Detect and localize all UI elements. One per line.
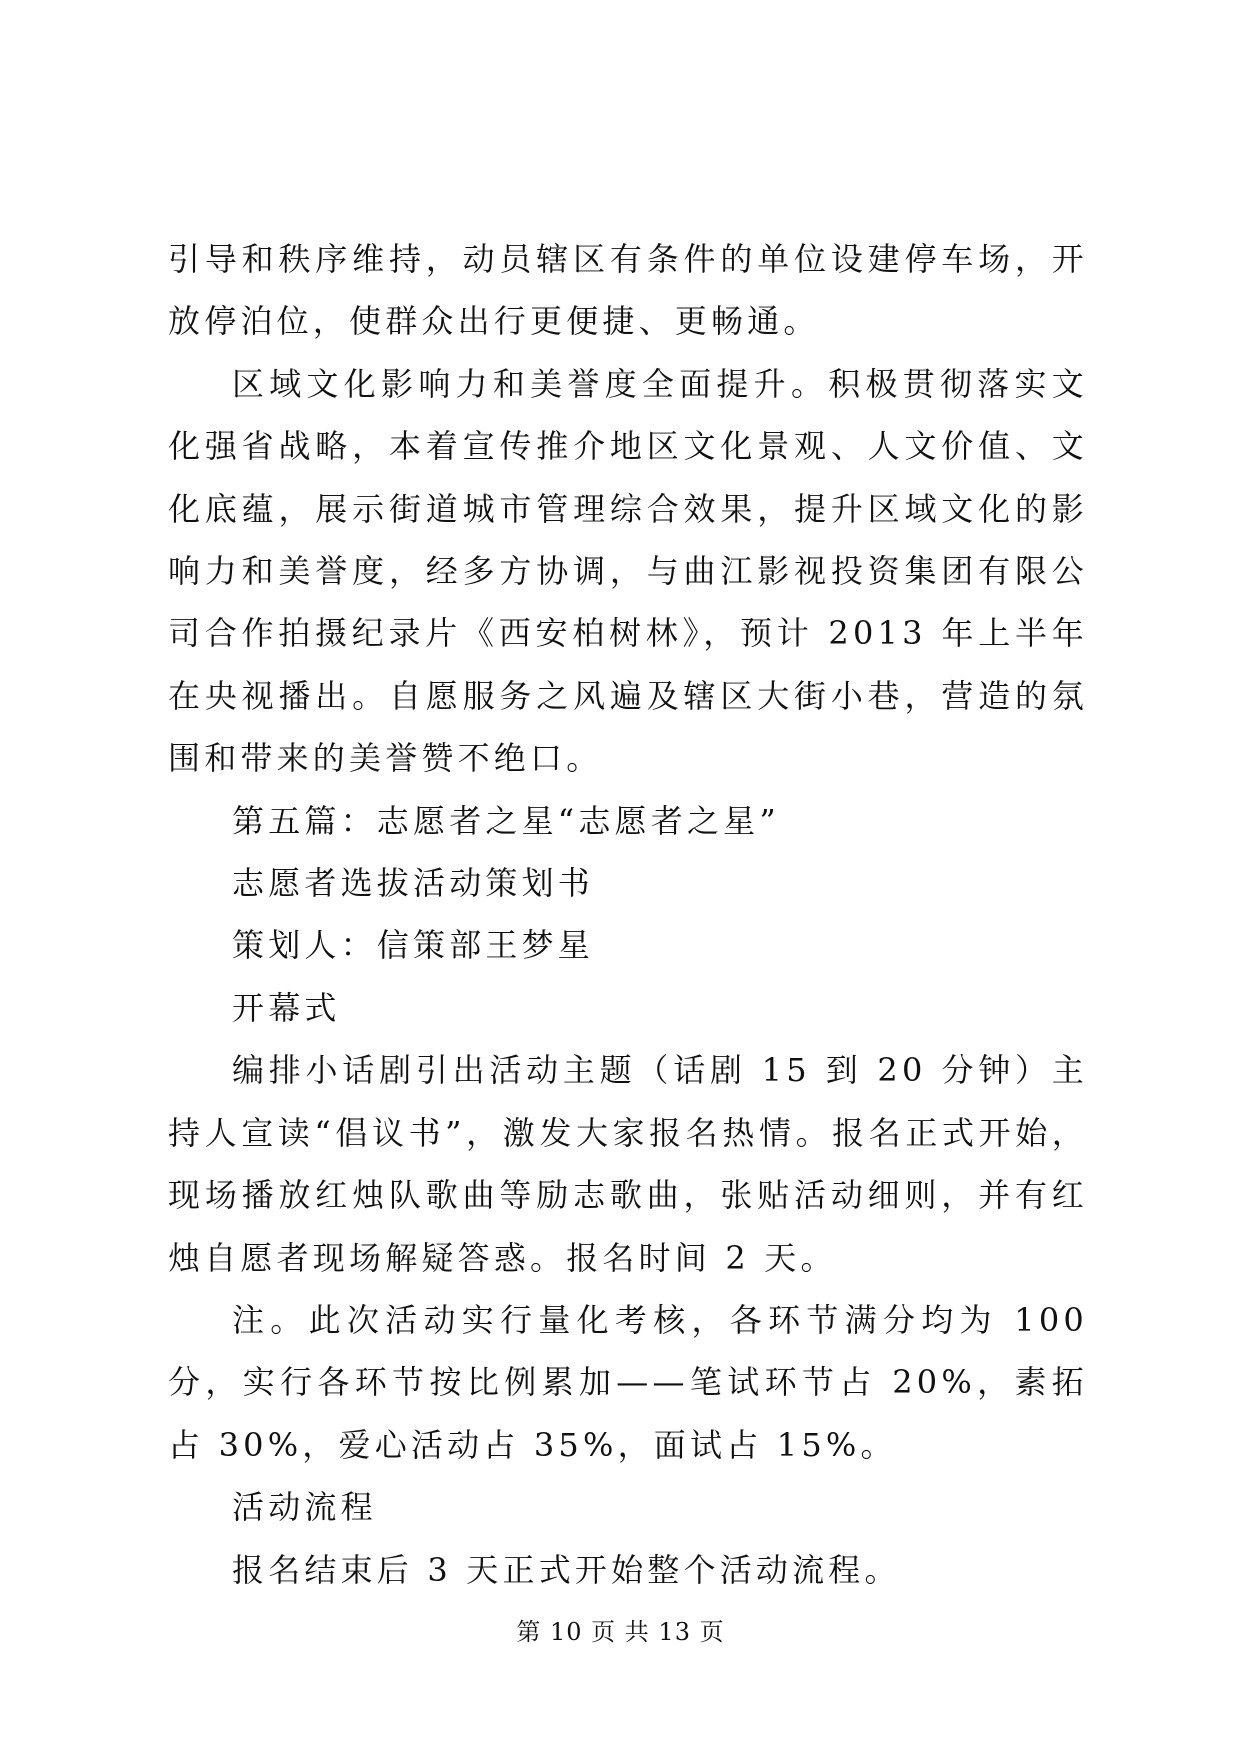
- process-heading: 活动流程: [232, 1488, 377, 1527]
- page-number-footer: 第 10 页 共 13 页: [516, 1618, 725, 1646]
- paragraph-1: 引导和秩序维持，动员辖区有条件的单位设建停车场，开放停泊位，使群众出行更便捷、更畅通。: [168, 240, 1088, 341]
- planner-line: 策划人：信策部王梦星: [232, 926, 595, 965]
- paragraph-opening: 编排小话剧引出活动主题（话剧 15 到 20 分钟）主持人宣读“倡议书”，激发大家报名热情。报名正式开始，现场播放红烛队歌曲等励志歌曲，张贴活动细则，并有红烛自愿者现场解疑答惑。报名时间 2 天。: [168, 1051, 1088, 1277]
- section-heading: 第五篇：志愿者之星“志愿者之星”: [232, 801, 780, 840]
- opening-heading: 开幕式: [232, 988, 341, 1027]
- paragraph-process: 报名结束后 3 天正式开始整个活动流程。: [232, 1550, 901, 1589]
- plan-title: 志愿者选拔活动策划书: [232, 864, 595, 903]
- paragraph-note: 注。此次活动实行量化考核，各环节满分均为 100 分，实行各环节按比例累加——笔试环节占 20%，素拓占 30%，爱心活动占 35%，面试占 15%。: [168, 1300, 1088, 1464]
- document-body: [168, 228, 1088, 1601]
- paragraph-2: 区域文化影响力和美誉度全面提升。积极贯彻落实文化强省战略，本着宣传推介地区文化景观、人文价值、文化底蕴，展示街道城市管理综合效果，提升区域文化的影响力和美誉度，经多方协调，与曲江影视投资集团有限公司合作拍摄纪录片《西安柏树林》，预计 2013 年上半年在央视播出。自愿服务之风遍及辖区大街小巷，营造的氛围和带来的美誉赞不绝口。: [168, 364, 1088, 778]
